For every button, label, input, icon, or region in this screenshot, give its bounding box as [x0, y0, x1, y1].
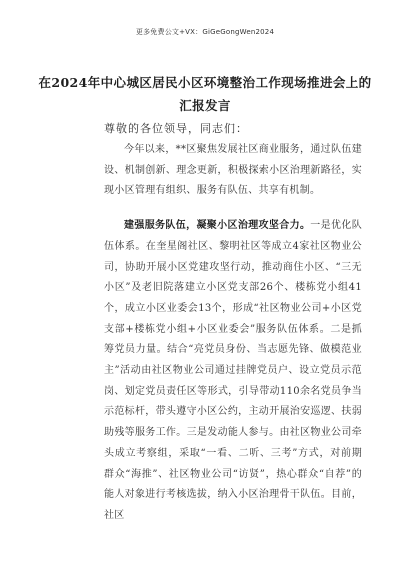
salutation: 尊敬的各位领导，同志们： — [104, 122, 248, 135]
section-1-heading: 建强服务队伍，凝聚小区治理攻坚合力。 — [124, 220, 311, 232]
document-body — [104, 140, 362, 527]
document-title-line-1: 在2024年中心城区居民小区环境整治工作现场推进会上的 — [38, 75, 372, 90]
section-1-text: 一是优化队伍体系。在奎星阁社区、黎明社区等成立4家社区物业公司，协助开展小区党建攻坚行动，推动商住小区、“三无小区”及老旧院落建立小区党支部26个、楼栋党小组41个，成立小区业委会13个，形成“社区物业公司+小区党支部+楼栋党小组+小区业委会”服务队伍体系。二是抓筹党员力量。结合“亮党员身份、当志愿先锋、做模范业主”活动由社区物业公司通过挂牌党员户、设立党员示范岗、划定党员责任区等形式，引导带动110余名党员争当示范标杆，带头遵守小区公约，主动开展治安巡逻、扶弱助残等服务工作。三是发动能人参与。由社区物业公司牵头成立考察组，采取“一看、二听、三考”方式，对前期群众“海推”、社区物业公司“访贤”，热心群众“自荐”的能人对象进行考核选拔，纳入小区治理骨干队伍。目前，社区 — [104, 220, 362, 521]
document-title-line-2: 汇报发言 — [179, 98, 231, 113]
paragraph-intro-text: 今年以来，**区聚焦发展社区商业服务，通过队伍建设、机制创新、理念更新，积极探索小区治理新路径，实现小区管理有组织、服务有队伍、共享有机制。 — [104, 144, 362, 197]
paragraph-section-1 — [104, 216, 362, 527]
header-note: 更多免费公文+VX：GiGeGongWen2024 — [135, 28, 275, 36]
paragraph-intro — [104, 140, 362, 202]
